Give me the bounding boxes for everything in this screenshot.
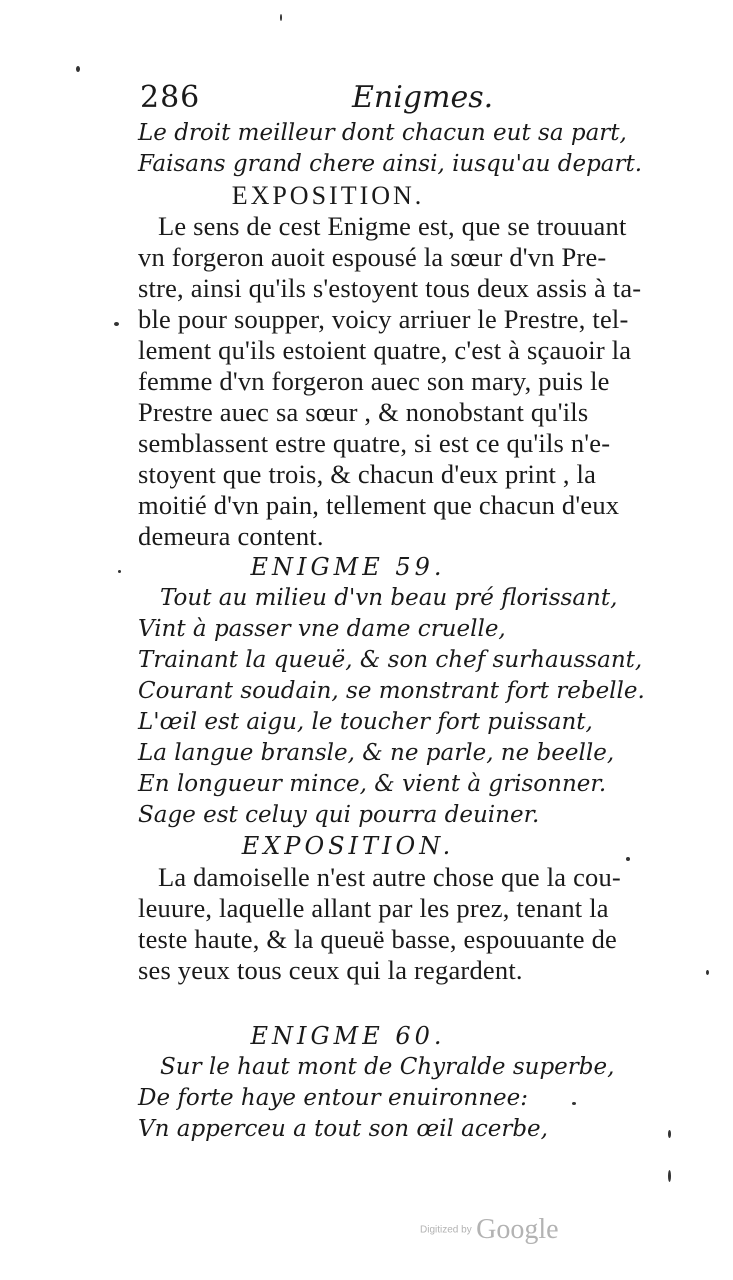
enigme-heading: ENIGME 60. <box>250 1022 446 1050</box>
digitized-watermark <box>420 1214 559 1246</box>
prose-line: femme d'vn forgeron auec son mary, puis le <box>138 366 610 396</box>
ink-speck <box>280 14 282 21</box>
section-gap <box>138 986 658 1021</box>
page-body <box>138 118 658 1145</box>
verse-line: Sage est celuy qui pourra deuiner. <box>138 802 540 828</box>
verse-line: Trainant la queuë, & son chef surhaussant, <box>138 647 643 673</box>
verse-line: Tout au milieu d'vn beau pré florissant, <box>160 585 618 611</box>
prose-line: lement qu'ils estoient quatre, c'est à sçauoir la <box>138 335 632 365</box>
page-number: 286 <box>140 80 201 115</box>
exposition-heading: EXPOSITION. <box>241 832 455 860</box>
prose-line: La damoiselle n'est autre chose que la cou- <box>158 862 621 892</box>
prose-line: semblassent estre quatre, si est ce qu'ils n'e- <box>138 428 611 458</box>
verse-line: En longueur mince, & vient à grisonner. <box>138 771 607 797</box>
verse-line: Le droit meilleur dont chacun eut sa part, <box>138 120 627 146</box>
prose-line: Prestre auec sa sœur , & nonobstant qu'ils <box>138 397 589 427</box>
verse-line: Vn apperceu a tout son œil acerbe, <box>138 1116 548 1142</box>
ink-speck <box>572 1102 576 1105</box>
enigme-heading: ENIGME 59. <box>250 553 446 581</box>
ink-speck <box>626 857 630 861</box>
ink-speck <box>706 970 709 975</box>
prose-line: stre, ainsi qu'ils s'estoyent tous deux assis à ta- <box>138 273 642 303</box>
verse-line: L'œil est aigu, le toucher fort puissant, <box>138 709 593 735</box>
prose-line: stoyent que trois, & chacun d'eux print , la <box>138 459 597 489</box>
prose-line: vn forgeron auoit espousé la sœur d'vn Pre- <box>138 242 607 272</box>
ink-speck <box>76 66 80 72</box>
verse-line: De forte haye entour enuironnee: <box>138 1085 528 1111</box>
verse-line: Sur le haut mont de Chyralde superbe, <box>160 1054 615 1080</box>
exposition-heading: EXPOSITION. <box>231 181 425 210</box>
page-header <box>140 80 494 120</box>
ink-speck <box>668 1130 671 1138</box>
google-logo: Google <box>476 1214 559 1245</box>
ink-speck <box>668 1170 671 1182</box>
prose-line: Le sens de cest Enigme est, que se trouuant <box>158 211 627 241</box>
prose-line: teste haute, & la queuë basse, espouuante de <box>138 924 618 954</box>
prose-line: leuure, laquelle allant par les prez, tenant la <box>138 893 609 923</box>
running-title: Enigmes. <box>352 80 494 115</box>
ink-speck <box>118 570 121 573</box>
verse-line: Courant soudain, se monstrant fort rebelle. <box>138 678 645 704</box>
prose-line: ble pour soupper, voicy arriuer le Prestre, tel- <box>138 304 629 334</box>
prose-line: demeura content. <box>138 521 324 551</box>
ink-speck <box>114 322 119 326</box>
verse-line: La langue bransle, & ne parle, ne beelle, <box>138 740 615 766</box>
verse-line: Vint à passer vne dame cruelle, <box>138 616 506 642</box>
watermark-prefix: Digitized by <box>420 1224 472 1236</box>
verse-line: Faisans grand chere ainsi, iusqu'au depart. <box>138 151 643 177</box>
prose-line: ses yeux tous ceux qui la regardent. <box>138 955 523 985</box>
prose-line: moitié d'vn pain, tellement que chacun d'eux <box>138 490 620 520</box>
